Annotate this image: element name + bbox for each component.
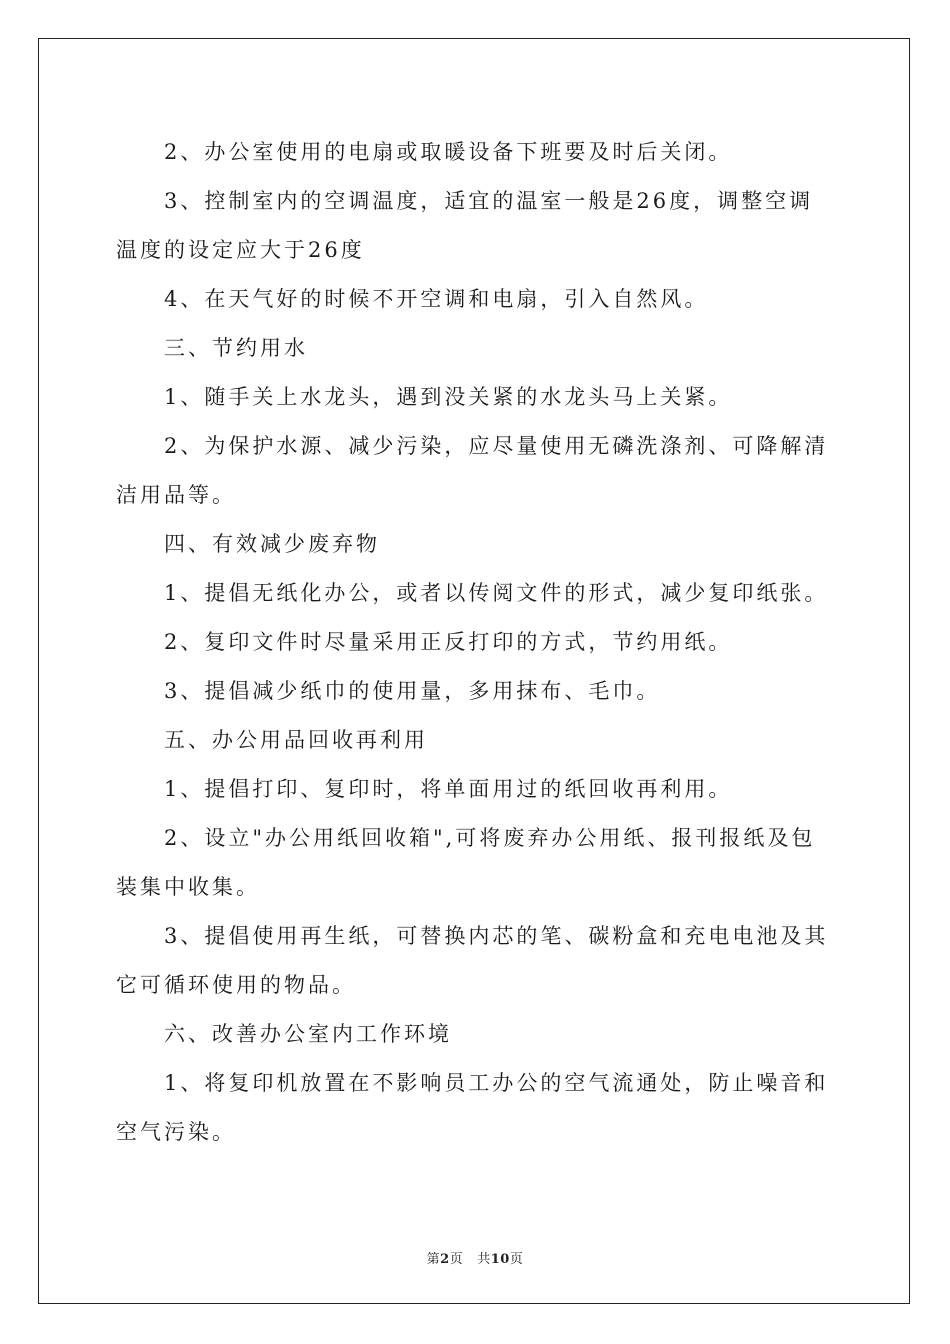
paragraph: 3、提倡减少纸巾的使用量，多用抹布、毛巾。	[164, 679, 661, 703]
section-heading: 五、办公用品回收再利用	[164, 728, 428, 752]
paragraph: 1、提倡打印、复印时，将单面用过的纸回收再利用。	[164, 777, 733, 801]
page-current: 2	[440, 1252, 450, 1267]
paragraph: 1、将复印机放置在不影响员工办公的空气流通处，防止噪音和空气污染。	[116, 1071, 829, 1144]
page-total: 10	[490, 1252, 510, 1267]
paragraph: 2、为保护水源、减少污染，应尽量使用无磷洗涤剂、可降解清洁用品等。	[116, 434, 829, 507]
paragraph: 2、办公室使用的电扇或取暖设备下班要及时后关闭。	[164, 140, 733, 164]
paragraph: 2、设立"办公用纸回收箱",可将废弃办公用纸、报刊报纸及包装集中收集。	[116, 826, 816, 899]
paragraph: 1、提倡无纸化办公，或者以传阅文件的形式，减少复印纸张。	[164, 581, 829, 605]
page-prefix: 第	[426, 1252, 441, 1267]
total-unit: 页	[509, 1252, 524, 1267]
paragraph: 3、控制室内的空调温度，适宜的温室一般是26度，调整空调温度的设定应大于26度	[116, 189, 814, 262]
paragraph: 2、复印文件时尽量采用正反打印的方式，节约用纸。	[164, 630, 733, 654]
page-footer	[0, 1248, 950, 1267]
section-heading: 六、改善办公室内工作环境	[164, 1022, 452, 1046]
section-heading: 三、节约用水	[164, 336, 308, 360]
total-prefix: 共	[477, 1252, 491, 1267]
page-unit: 页	[449, 1252, 464, 1267]
section-heading: 四、有效减少废弃物	[164, 532, 380, 556]
paragraph: 1、随手关上水龙头，遇到没关紧的水龙头马上关紧。	[164, 385, 733, 409]
paragraph: 3、提倡使用再生纸，可替换内芯的笔、碳粉盒和充电电池及其它可循环使用的物品。	[116, 924, 829, 997]
document-body	[116, 128, 836, 1157]
paragraph: 4、在天气好的时候不开空调和电扇，引入自然风。	[164, 287, 709, 311]
